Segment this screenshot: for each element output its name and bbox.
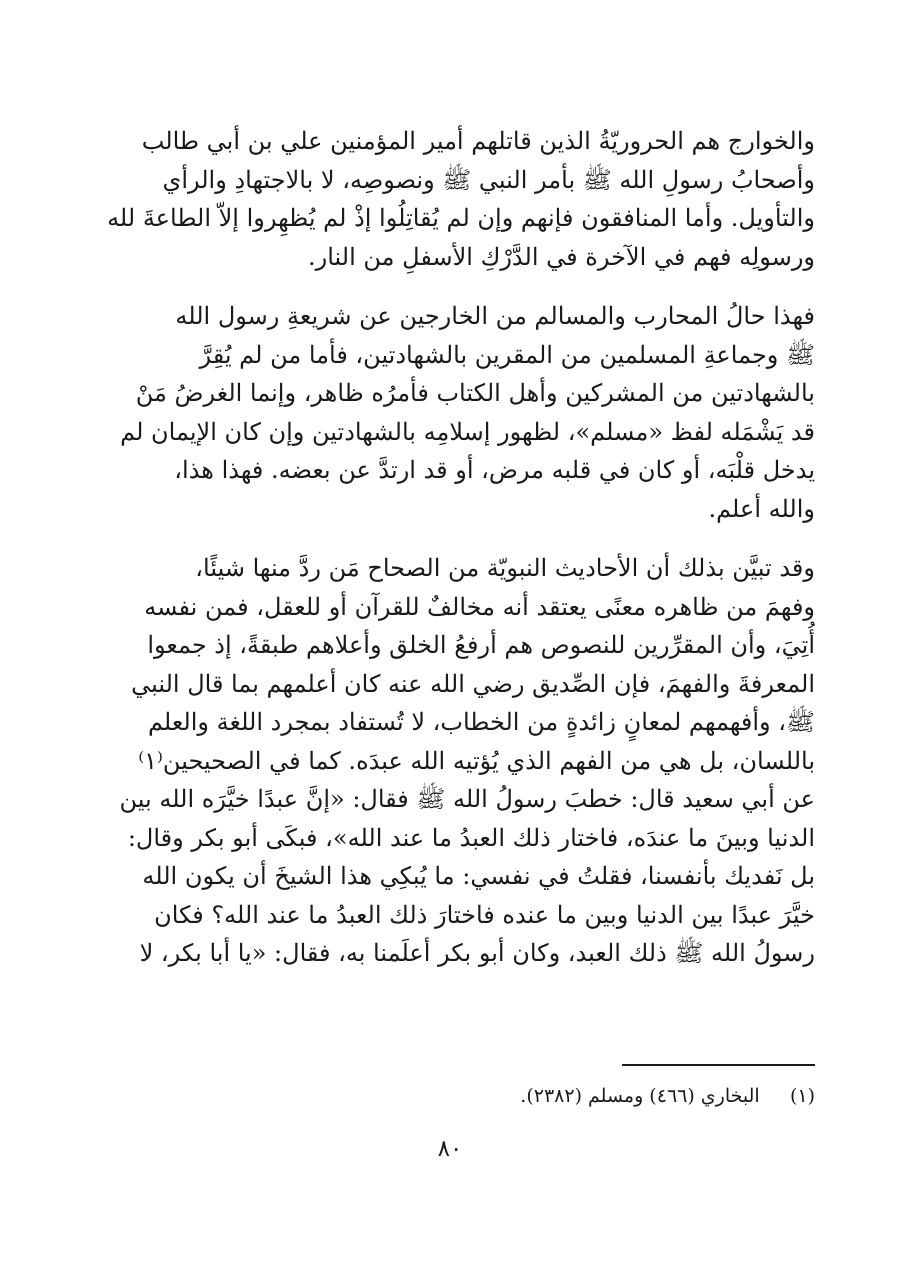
text-line: قد يَشْمَله لفظ «مسلم»، لظهور إسلامِه بالشهادتين وإن كان الإيمان لم xyxy=(120,417,815,446)
footnote-text: البخاري (٤٦٦) ومسلم (٢٣٨٢). xyxy=(520,1085,760,1107)
paragraph-1 xyxy=(107,122,815,276)
text-line: والتأويل. وأما المنافقون فإنهم وإن لم يُقاتِلُوا إذْ لم يُظهِروا إلاّ الطاعةَ لله xyxy=(107,204,815,232)
text-line: ﷺ وجماعةِ المسلمين من المقرين بالشهادتين، فأما من لم يُقِرَّ xyxy=(199,340,815,369)
text-line: ﷺ، وأفهمهم لمعانٍ زائدةٍ من الخطاب، لا تُستفاد بمجرد اللغة والعلم xyxy=(147,708,815,736)
text-line: والخوارج هم الحروريّةُ الذين قاتلهم أمير المؤمنين علي بن أبي طالب xyxy=(141,127,815,155)
text-line: الدنيا وبينَ ما عندَه، فاختار ذلك العبدُ ما عند الله»، فبكَى أبو بكر وقال: xyxy=(127,823,815,852)
footnote-spacer xyxy=(766,1085,784,1107)
text-line: رسولُ الله ﷺ ذلك العبد، وكان أبو بكر أعلَمنا به، فقال: «يا أبا بكر، لا xyxy=(139,939,815,967)
footnote-marker: (١) xyxy=(789,1085,815,1107)
page-number: ٨٠ xyxy=(437,1136,463,1162)
text-line: بالشهادتين من المشركين وأهل الكتاب فأمرُه ظاهر، وإنما الغرضُ مَنْ xyxy=(135,379,815,407)
text-line: ورسولِه فهم في الآخرة في الدَّرْكِ الأسفلِ من النار. xyxy=(308,242,815,271)
text-line: فهذا حالُ المحارب والمسالم من الخارجين عن شريعةِ رسول الله xyxy=(175,302,815,330)
text-line: والله أعلم. xyxy=(708,494,815,523)
text-line: بل نَفديك بأنفسنا، فقلتُ في نفسي: ما يُبكِي هذا الشيخَ أن يكون الله xyxy=(142,862,815,890)
text-line: وقد تبيَّن بذلك أن الأحاديث النبويّة من الصحاح مَن ردَّ منها شيئًا، xyxy=(195,554,815,582)
page-body xyxy=(107,122,815,973)
footnote-divider xyxy=(622,1064,815,1066)
paragraph-3 xyxy=(110,549,815,973)
footnote xyxy=(110,1082,815,1110)
text-line: يدخل قلْبَه، أو كان في قلبه مرض، أو قد ارتدَّ عن بعضه. فهذا هذا، xyxy=(174,456,815,484)
text-line: خيَّرَ عبدًا بين الدنيا وبين ما عنده فاختارَ ذلك العبدُ ما عند الله؟ فكان xyxy=(154,900,815,929)
text-line: باللسان، بل هي من الفهم الذي يُؤتيه الله عبدَه. كما في الصحيحين⁽١⁾ xyxy=(138,746,815,775)
text-line: المعرفةَ والفهمَ، فإن الصِّديق رضي الله عنه كان أعلمهم بما قال النبي xyxy=(131,669,815,698)
text-line: وأصحابُ رسولِ الله ﷺ بأمر النبي ﷺ ونصوصِه، لا بالاجتهادِ والرأي xyxy=(162,165,815,194)
paragraph-2 xyxy=(110,297,815,528)
text-line: عن أبي سعيد قال: خطبَ رسولُ الله ﷺ فقال: «إنَّ عبدًا خيَّرَه الله بين xyxy=(119,785,815,813)
text-line: وفهمَ من ظاهره معنًى يعتقد أنه مخالفٌ للقرآن أو للعقل، فمن نفسه xyxy=(144,592,815,621)
text-line: أُتِيَ، وأن المقرِّرين للنصوص هم أرفعُ الخلق وأعلاهم طبقةً، إذ جمعوا xyxy=(147,631,815,659)
